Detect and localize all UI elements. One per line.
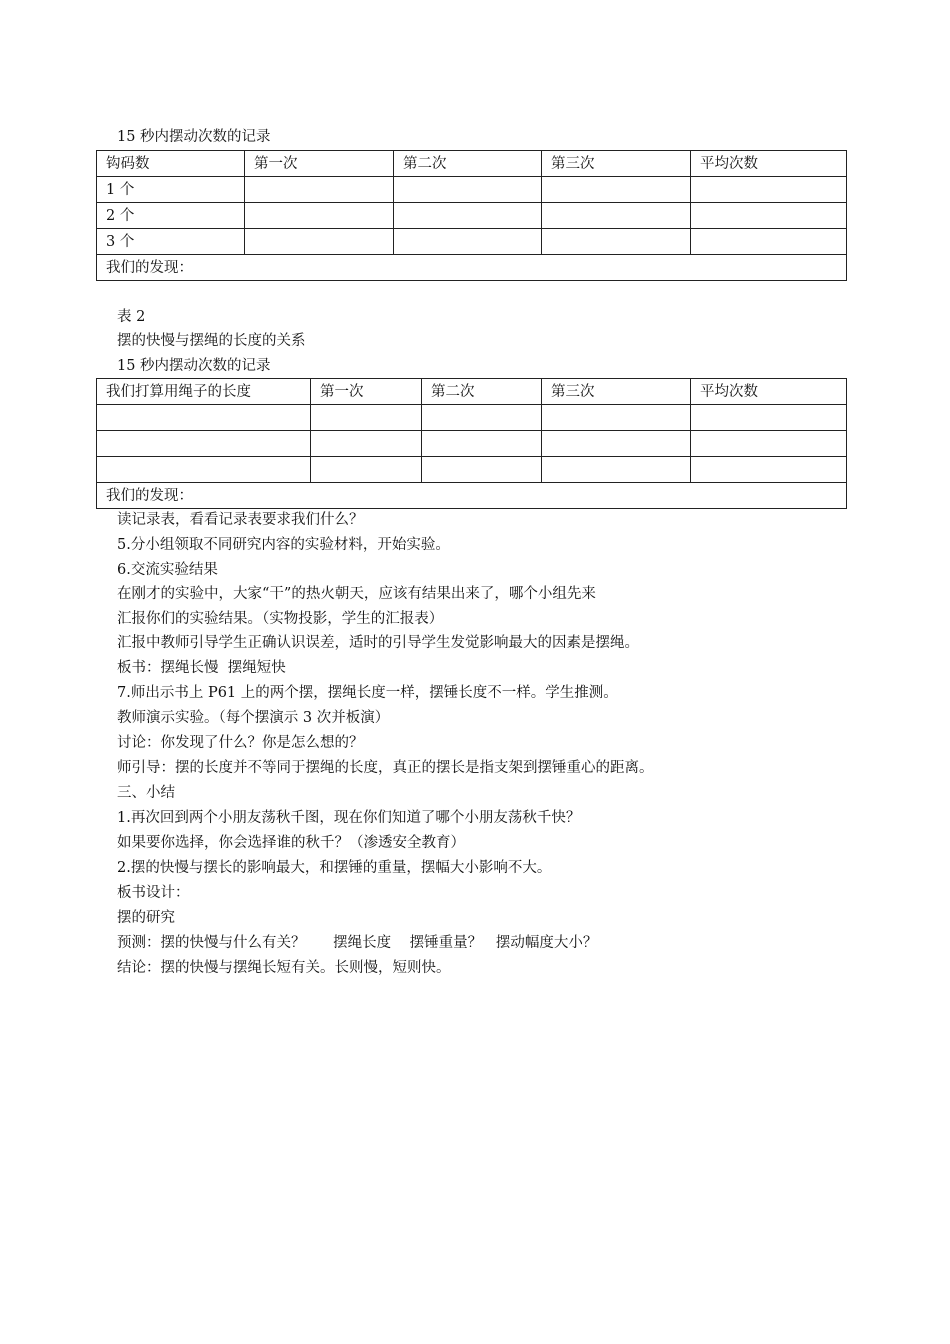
- record-table-2: [96, 378, 847, 509]
- body-line: 读记录表，看看记录表要求我们什么？: [117, 512, 364, 528]
- table-cell: [542, 457, 691, 483]
- body-line: 讨论：你发现了什么？你是怎么想的？: [117, 735, 364, 751]
- table-cell: [691, 431, 847, 457]
- finding-row: [97, 255, 847, 281]
- body-line: 预测：摆的快慢与什么有关？ 摆绳长度 摆锤重量？ 摆动幅度大小？: [117, 935, 598, 951]
- table-cell: [422, 457, 542, 483]
- table-cell: [422, 431, 542, 457]
- table-cell: [394, 177, 542, 203]
- table-cell: [245, 203, 394, 229]
- body-line: 7.师出示书上 P61 上的两个摆，摆绳长度一样，摆锤长度不一样。学生推测。: [117, 685, 618, 701]
- table-cell: [394, 229, 542, 255]
- table-cell: 1 个: [97, 177, 245, 203]
- table1-caption: 15 秒内摆动次数的记录: [117, 129, 271, 145]
- section-heading: 三、小结: [117, 785, 175, 801]
- table-cell: [691, 177, 847, 203]
- header-cell: 第二次: [394, 151, 542, 177]
- table-row: [97, 405, 847, 431]
- table-cell: [97, 431, 311, 457]
- table-row: [97, 431, 847, 457]
- table-cell: [311, 431, 422, 457]
- header-cell: 平均次数: [691, 379, 847, 405]
- body-line: 如果要你选择，你会选择谁的秋千？（渗透安全教育）: [117, 835, 465, 851]
- body-line: 板书设计：: [117, 885, 190, 901]
- table-row: [97, 229, 847, 255]
- table-cell: [542, 229, 691, 255]
- header-cell: 第三次: [542, 379, 691, 405]
- header-cell: 我们打算用绳子的长度: [97, 379, 311, 405]
- table-cell: [691, 229, 847, 255]
- header-cell: 第二次: [422, 379, 542, 405]
- table-cell: [245, 229, 394, 255]
- table-cell: [97, 457, 311, 483]
- table-cell: [691, 405, 847, 431]
- table-cell: [394, 203, 542, 229]
- body-line: 摆的研究: [117, 910, 175, 926]
- table2-caption: 15 秒内摆动次数的记录: [117, 358, 271, 374]
- table-row: [97, 457, 847, 483]
- table-cell: [542, 177, 691, 203]
- table-header-row: [97, 151, 847, 177]
- header-cell: 平均次数: [691, 151, 847, 177]
- body-line: 汇报你们的实验结果。（实物投影，学生的汇报表）: [117, 611, 444, 627]
- body-line: 在刚才的实验中，大家“干”的热火朝天，应该有结果出来了，哪个小组先来: [117, 586, 596, 602]
- header-cell: 钩码数: [97, 151, 245, 177]
- body-line: 师引导：摆的长度并不等同于摆绳的长度，真正的摆长是指支架到摆锤重心的距离。: [117, 760, 654, 776]
- table-cell: [97, 405, 311, 431]
- finding-cell: 我们的发现：: [97, 255, 847, 281]
- record-table-1: [96, 150, 847, 281]
- table-row: [97, 203, 847, 229]
- table-cell: [691, 203, 847, 229]
- body-line: 结论：摆的快慢与摆绳长短有关。长则慢，短则快。: [117, 960, 451, 976]
- body-line: 2.摆的快慢与摆长的影响最大，和摆锤的重量，摆幅大小影响不大。: [117, 860, 552, 876]
- table-cell: [691, 457, 847, 483]
- header-cell: 第三次: [542, 151, 691, 177]
- table-header-row: [97, 379, 847, 405]
- table-cell: 2 个: [97, 203, 245, 229]
- header-cell: 第一次: [311, 379, 422, 405]
- table-cell: [245, 177, 394, 203]
- body-line: 汇报中教师引导学生正确认识误差，适时的引导学生发觉影响最大的因素是摆绳。: [117, 635, 639, 651]
- body-line: 板书：摆绳长慢 摆绳短快: [117, 660, 286, 676]
- table-cell: [542, 405, 691, 431]
- table-cell: 3 个: [97, 229, 245, 255]
- table-row: [97, 177, 847, 203]
- body-line: 6.交流实验结果: [117, 562, 218, 578]
- table-cell: [311, 405, 422, 431]
- finding-row: [97, 483, 847, 509]
- table-cell: [542, 203, 691, 229]
- table-cell: [542, 431, 691, 457]
- table-cell: [311, 457, 422, 483]
- header-cell: 第一次: [245, 151, 394, 177]
- table2-topic: 摆的快慢与摆绳的长度的关系: [117, 333, 306, 349]
- body-line: 教师演示实验。（每个摆演示 3 次并板演）: [117, 710, 390, 726]
- body-line: 5.分小组领取不同研究内容的实验材料，开始实验。: [117, 537, 450, 553]
- finding-cell: 我们的发现：: [97, 483, 847, 509]
- table2-label: 表 2: [117, 309, 146, 325]
- table-cell: [422, 405, 542, 431]
- body-line: 1.再次回到两个小朋友荡秋千图，现在你们知道了哪个小朋友荡秋千快？: [117, 810, 581, 826]
